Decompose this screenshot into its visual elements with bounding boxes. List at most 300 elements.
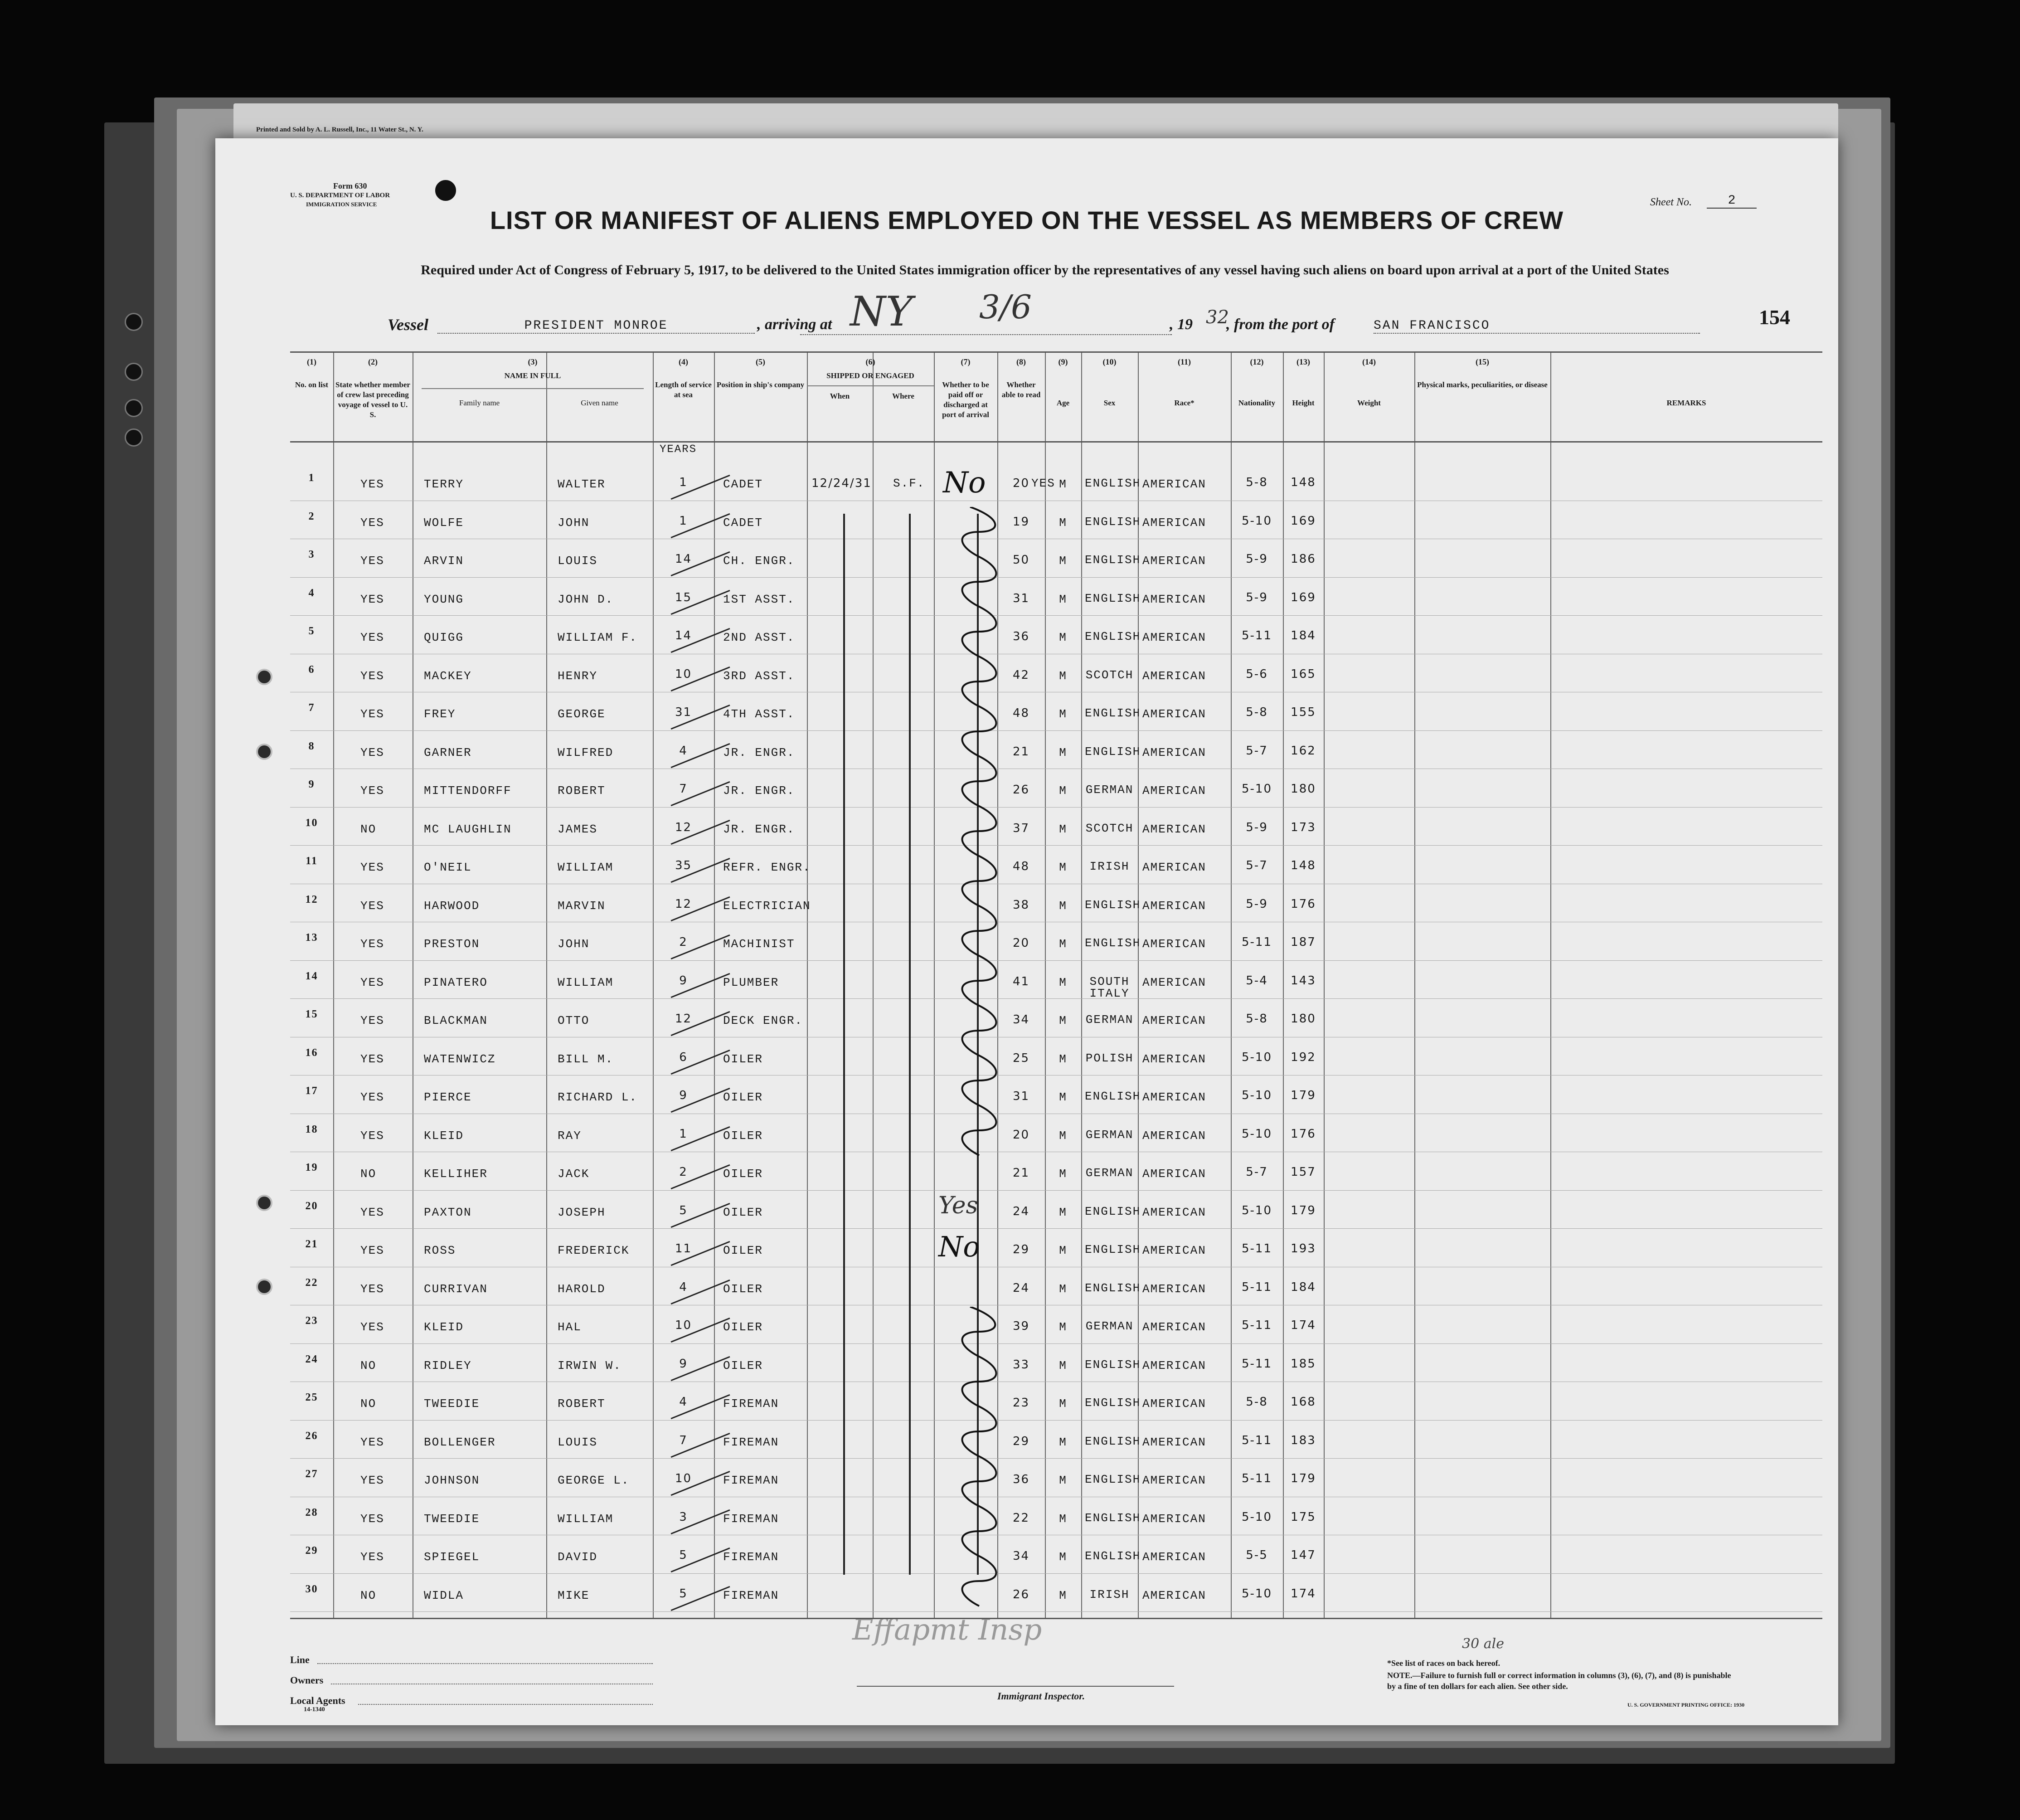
agents-underline xyxy=(358,1704,653,1705)
sex: M xyxy=(1059,1320,1067,1334)
weight: 147 xyxy=(1291,1548,1316,1562)
weight: 176 xyxy=(1291,897,1316,911)
given-name: ROBERT xyxy=(558,784,606,798)
family-name: YOUNG xyxy=(424,592,464,606)
service-years: 2 xyxy=(679,935,688,949)
service-years: 10 xyxy=(675,667,692,681)
height: 5-11 xyxy=(1241,1357,1272,1371)
sex: M xyxy=(1059,1282,1067,1296)
service-years: 10 xyxy=(675,1319,692,1332)
years-label: YEARS xyxy=(660,443,697,456)
given-name: WILLIAM xyxy=(558,1512,614,1526)
row-number: 7 xyxy=(308,702,315,714)
row-number: 21 xyxy=(305,1238,318,1250)
column-divider xyxy=(1414,353,1415,1618)
weight: 184 xyxy=(1291,1280,1316,1294)
race: ENGLISH xyxy=(1085,591,1141,605)
sex: M xyxy=(1059,1090,1067,1104)
previous-voyage: YES xyxy=(360,1435,384,1449)
sex: M xyxy=(1059,745,1067,759)
row-number: 11 xyxy=(306,855,318,867)
family-name: QUIGG xyxy=(424,631,464,644)
row-number: 19 xyxy=(305,1162,318,1173)
row-number: 4 xyxy=(308,587,315,599)
age: 29 xyxy=(1012,1434,1030,1448)
line-label: Line xyxy=(290,1654,310,1665)
row-line xyxy=(290,1190,1822,1191)
height: 5-9 xyxy=(1246,820,1268,834)
column-divider xyxy=(1550,353,1551,1618)
given-name: FREDERICK xyxy=(558,1244,630,1257)
height: 5-4 xyxy=(1246,973,1268,988)
shipped-where: S.F. xyxy=(893,477,925,490)
sex: M xyxy=(1059,554,1067,568)
height: 5-10 xyxy=(1241,1127,1272,1141)
row-line xyxy=(290,615,1822,616)
column-number: (12) xyxy=(1250,357,1264,366)
height: 5-10 xyxy=(1241,1510,1272,1524)
race: GERMAN xyxy=(1085,1128,1134,1142)
given-name: WILFRED xyxy=(558,745,614,759)
age: 21 xyxy=(1012,1166,1030,1180)
row-number: 29 xyxy=(305,1545,318,1557)
height: 5-9 xyxy=(1246,552,1268,566)
position: OILER xyxy=(723,1205,763,1219)
row-number: 8 xyxy=(308,740,315,752)
ring-hole xyxy=(256,1279,272,1295)
nationality: AMERICAN xyxy=(1142,822,1206,836)
height: 5-11 xyxy=(1241,1280,1272,1294)
family-name: JOHNSON xyxy=(424,1474,480,1487)
race: ENGLISH xyxy=(1085,1549,1141,1563)
row-number: 9 xyxy=(308,779,315,790)
race: GERMAN xyxy=(1085,783,1134,797)
height: 5-10 xyxy=(1241,1586,1272,1601)
height: 5-11 xyxy=(1241,935,1272,949)
weight: 174 xyxy=(1291,1586,1316,1601)
nationality: AMERICAN xyxy=(1142,1244,1206,1257)
weight: 179 xyxy=(1291,1203,1316,1217)
column-divider xyxy=(333,353,334,1618)
service-years: 3 xyxy=(679,1510,688,1524)
family-name: MACKEY xyxy=(424,669,472,683)
column-header: No. on list xyxy=(295,380,329,389)
family-name: KLEID xyxy=(424,1320,464,1334)
owners-label: Owners xyxy=(290,1674,324,1686)
row-number: 25 xyxy=(305,1392,318,1403)
previous-voyage: YES xyxy=(360,784,384,798)
column-header: Whether to be paid off or discharged at port of arrival xyxy=(942,380,989,419)
nationality: AMERICAN xyxy=(1142,784,1206,798)
service-years: 5 xyxy=(679,1203,688,1217)
nationality: AMERICAN xyxy=(1142,1320,1206,1334)
family-name: BOLLENGER xyxy=(424,1435,496,1449)
previous-voyage: YES xyxy=(360,1205,384,1219)
weight: 179 xyxy=(1291,1472,1316,1485)
family-name: WIDLA xyxy=(424,1588,464,1602)
position: FIREMAN xyxy=(723,1397,779,1411)
position: REFR. ENGR. xyxy=(723,861,811,874)
position: 2ND ASST. xyxy=(723,631,795,644)
column-header: Sex xyxy=(1103,399,1116,407)
nationality: AMERICAN xyxy=(1142,1167,1206,1181)
nationality: AMERICAN xyxy=(1142,745,1206,759)
punch-hole xyxy=(125,428,143,447)
position: CH. ENGR. xyxy=(723,554,795,568)
previous-voyage: YES xyxy=(360,1090,384,1104)
sex: M xyxy=(1059,1512,1067,1526)
age: 23 xyxy=(1012,1396,1030,1410)
weight: 155 xyxy=(1291,706,1316,719)
given-name: HAROLD xyxy=(558,1282,606,1296)
position: FIREMAN xyxy=(723,1550,779,1564)
year-prefix: , 19 xyxy=(1170,316,1193,333)
weight: 180 xyxy=(1291,1012,1316,1026)
age: 37 xyxy=(1012,821,1030,835)
height: 5-11 xyxy=(1241,1433,1272,1447)
previous-voyage: YES xyxy=(360,477,384,491)
sex: M xyxy=(1059,1397,1067,1411)
service-years: 4 xyxy=(679,1395,688,1409)
column-divider xyxy=(1138,353,1139,1618)
column-number: (6) xyxy=(865,357,875,366)
service-years: 4 xyxy=(679,1280,688,1294)
weight: 168 xyxy=(1291,1395,1316,1409)
service-years: 12 xyxy=(675,897,692,911)
service-years: 5 xyxy=(679,1548,688,1562)
row-line xyxy=(290,1228,1822,1229)
footnote-races: *See list of races on back hereof. xyxy=(1387,1659,1500,1668)
column-number: (15) xyxy=(1476,357,1489,366)
table-bottom xyxy=(290,1618,1822,1619)
weight: 148 xyxy=(1291,476,1316,489)
sheet-no-label: Sheet No. xyxy=(1650,196,1692,208)
age: 31 xyxy=(1012,1090,1030,1103)
row-number: 13 xyxy=(305,932,318,944)
row-number: 18 xyxy=(305,1123,318,1135)
race: ENGLISH xyxy=(1085,1281,1141,1295)
height: 5-7 xyxy=(1246,744,1268,758)
previous-voyage: YES xyxy=(360,975,384,989)
nationality: AMERICAN xyxy=(1142,899,1206,913)
nationality: AMERICAN xyxy=(1142,1474,1206,1487)
column-number: (9) xyxy=(1058,357,1068,366)
row-line xyxy=(290,1573,1822,1574)
family-name: MITTENDORFF xyxy=(424,784,512,798)
nationality: AMERICAN xyxy=(1142,1129,1206,1143)
arriving-underline xyxy=(800,334,1172,335)
previous-voyage: NO xyxy=(360,1397,377,1411)
column-number: (7) xyxy=(961,357,971,366)
age: 48 xyxy=(1012,706,1030,720)
column-divider xyxy=(714,353,715,1618)
row-number: 30 xyxy=(305,1583,318,1595)
sex: M xyxy=(1059,1014,1067,1027)
service-years: 11 xyxy=(675,1242,692,1256)
service-years: 12 xyxy=(675,1012,692,1026)
footnote-fine: NOTE.—Failure to furnish full or correct information in columns (3), (6), (7), and (8) is punishable by a fine of ten dollars for each alien. See other side. xyxy=(1387,1671,1731,1691)
ring-hole xyxy=(256,744,272,760)
family-name: TERRY xyxy=(424,477,464,491)
column-number: (5) xyxy=(756,357,765,366)
year-suffix-hand: 32 xyxy=(1206,307,1229,328)
row-line xyxy=(290,1420,1822,1421)
race: ENGLISH xyxy=(1085,706,1141,720)
race: SCOTCH xyxy=(1085,821,1134,835)
age: 50 xyxy=(1012,553,1030,567)
sex: M xyxy=(1059,1167,1067,1181)
ditto-line xyxy=(909,514,911,1575)
vessel-label: Vessel xyxy=(388,316,428,334)
row-number: 10 xyxy=(305,817,318,829)
nationality: AMERICAN xyxy=(1142,1512,1206,1526)
service-years: 15 xyxy=(675,590,692,604)
previous-voyage: YES xyxy=(360,669,384,683)
given-name: HENRY xyxy=(558,669,598,683)
race: ENGLISH xyxy=(1085,1358,1141,1372)
race: ENGLISH xyxy=(1085,630,1141,643)
wavy-ditto-mark xyxy=(952,1307,1006,1620)
column-header: Nationality xyxy=(1238,399,1276,407)
race: ENGLISH xyxy=(1085,1511,1141,1525)
subheader-given: Given name xyxy=(581,399,618,407)
punch-hole xyxy=(125,399,143,417)
paid-off-hand: No xyxy=(943,466,986,500)
previous-voyage: NO xyxy=(360,1167,377,1181)
nationality: AMERICAN xyxy=(1142,707,1206,721)
given-name: IRWIN W. xyxy=(558,1358,622,1372)
height: 5-10 xyxy=(1241,1050,1272,1064)
height: 5-7 xyxy=(1246,859,1268,872)
row-number: 17 xyxy=(305,1085,318,1097)
form-department: U. S. DEPARTMENT OF LABOR xyxy=(290,192,390,199)
column-divider xyxy=(873,353,874,1618)
family-name: PRESTON xyxy=(424,937,480,951)
sex: M xyxy=(1059,1435,1067,1449)
row-line xyxy=(290,1458,1822,1459)
ring-hole xyxy=(256,1195,272,1211)
total-note-hand: 30 ale xyxy=(1462,1636,1504,1652)
column-divider xyxy=(807,353,808,1618)
punch-hole xyxy=(435,180,456,201)
service-years: 14 xyxy=(675,552,692,566)
sex: M xyxy=(1059,669,1067,683)
height: 5-7 xyxy=(1246,1165,1268,1179)
sex: M xyxy=(1059,899,1067,913)
previous-voyage: NO xyxy=(360,1588,377,1602)
given-name: JOHN xyxy=(558,937,590,951)
row-number: 24 xyxy=(305,1353,318,1365)
age: 20 xyxy=(1012,1128,1030,1142)
form-service: IMMIGRATION SERVICE xyxy=(306,201,377,208)
row-number: 16 xyxy=(305,1046,318,1059)
given-name: GEORGE xyxy=(558,707,606,721)
column-number: (4) xyxy=(679,357,688,366)
race: SCOTCH xyxy=(1085,668,1134,682)
family-name: WATENWICZ xyxy=(424,1052,496,1066)
race: ENGLISH xyxy=(1085,515,1141,529)
row-number: 14 xyxy=(305,970,318,982)
sex: M xyxy=(1059,822,1067,836)
row-line xyxy=(290,1343,1822,1344)
position: FIREMAN xyxy=(723,1512,779,1526)
race: ENGLISH xyxy=(1085,553,1141,567)
position: FIREMAN xyxy=(723,1435,779,1449)
position: ELECTRICIAN xyxy=(723,899,811,913)
nationality: AMERICAN xyxy=(1142,1014,1206,1027)
row-number: 28 xyxy=(305,1506,318,1518)
column-header: Whether able to read xyxy=(1001,380,1041,399)
given-name: GEORGE L. xyxy=(558,1474,630,1487)
sex: M xyxy=(1059,1052,1067,1066)
age: 29 xyxy=(1012,1243,1030,1256)
age: 26 xyxy=(1012,783,1030,797)
sex: M xyxy=(1059,1550,1067,1564)
nationality: AMERICAN xyxy=(1142,477,1206,491)
weight: 179 xyxy=(1291,1089,1316,1102)
race: GERMAN xyxy=(1085,1319,1134,1333)
race: GERMAN xyxy=(1085,1166,1134,1180)
nationality: AMERICAN xyxy=(1142,1358,1206,1372)
race: IRISH xyxy=(1089,1587,1130,1601)
service-years: 5 xyxy=(679,1586,688,1601)
race: ENGLISH xyxy=(1085,1434,1141,1448)
column-header: Position in ship's company xyxy=(716,380,805,389)
service-years: 7 xyxy=(679,1433,688,1447)
age: 24 xyxy=(1012,1204,1030,1218)
from-port: SAN FRANCISCO xyxy=(1374,319,1700,334)
previous-voyage: YES xyxy=(360,1244,384,1257)
sex: M xyxy=(1059,784,1067,798)
sex: M xyxy=(1059,592,1067,606)
weight: 176 xyxy=(1291,1127,1316,1141)
previous-voyage: YES xyxy=(360,707,384,721)
race: ENGLISH xyxy=(1085,745,1141,759)
nationality: AMERICAN xyxy=(1142,975,1206,989)
position: JR. ENGR. xyxy=(723,822,795,836)
height: 5-11 xyxy=(1241,1472,1272,1485)
subheader-where: Where xyxy=(892,392,914,400)
height: 5-8 xyxy=(1246,1012,1268,1026)
height: 5-10 xyxy=(1241,782,1272,796)
nationality: AMERICAN xyxy=(1142,631,1206,644)
row-line xyxy=(290,998,1822,999)
sex: M xyxy=(1059,861,1067,874)
row-number: 22 xyxy=(305,1276,318,1289)
family-name: PINATERO xyxy=(424,975,488,989)
family-name: FREY xyxy=(424,707,456,721)
column-header: REMARKS xyxy=(1666,399,1706,407)
family-name: MC LAUGHLIN xyxy=(424,822,512,836)
position: CADET xyxy=(723,477,763,491)
given-name: ROBERT xyxy=(558,1397,606,1411)
nationality: AMERICAN xyxy=(1142,669,1206,683)
position: OILER xyxy=(723,1244,763,1257)
nationality: AMERICAN xyxy=(1142,1588,1206,1602)
age: 41 xyxy=(1012,974,1030,988)
given-name: JOHN D. xyxy=(558,592,614,606)
age: 22 xyxy=(1012,1511,1030,1525)
service-years: 1 xyxy=(679,1127,688,1141)
weight: 187 xyxy=(1291,935,1316,949)
family-name: O'NEIL xyxy=(424,861,472,874)
column-divider xyxy=(934,353,935,1618)
height: 5-10 xyxy=(1241,1089,1272,1102)
age: 26 xyxy=(1012,1587,1030,1601)
previous-voyage: YES xyxy=(360,1550,384,1564)
weight: 173 xyxy=(1291,820,1316,834)
previous-voyage: YES xyxy=(360,899,384,913)
column-divider xyxy=(1081,353,1082,1618)
age: 38 xyxy=(1012,898,1030,912)
weight: 185 xyxy=(1291,1357,1316,1371)
family-name: PIERCE xyxy=(424,1090,472,1104)
ditto-line xyxy=(843,514,845,1575)
column-header: SHIPPED OR ENGAGED xyxy=(826,371,914,380)
row-line xyxy=(290,960,1822,961)
height: 5-9 xyxy=(1246,897,1268,911)
wavy-ditto-mark xyxy=(952,507,1006,1164)
service-years: 6 xyxy=(679,1050,688,1064)
document-title: LIST OR MANIFEST OF ALIENS EMPLOYED ON THE VESSEL AS MEMBERS OF CREW xyxy=(490,206,1564,234)
weight: 143 xyxy=(1291,973,1316,988)
sex: M xyxy=(1059,937,1067,951)
form-number: Form 630 xyxy=(333,181,367,190)
weight: 157 xyxy=(1291,1165,1316,1179)
able-to-read: YES xyxy=(1031,477,1055,490)
race: ENGLISH xyxy=(1085,1204,1141,1218)
gpo-line: U. S. GOVERNMENT PRINTING OFFICE: 1930 xyxy=(1627,1702,1745,1708)
given-name: RAY xyxy=(558,1129,582,1143)
weight: 192 xyxy=(1291,1050,1316,1064)
age: 21 xyxy=(1012,745,1030,759)
given-name: HAL xyxy=(558,1320,582,1334)
service-years: 1 xyxy=(679,476,688,489)
given-name: JOSEPH xyxy=(558,1205,606,1219)
row-line xyxy=(290,1611,1822,1612)
column-header: Length of service at sea xyxy=(655,380,712,399)
previous-voyage: YES xyxy=(360,516,384,530)
row-number: 15 xyxy=(305,1008,318,1020)
age: 31 xyxy=(1012,591,1030,605)
race: ENGLISH xyxy=(1085,477,1141,490)
weight: 169 xyxy=(1291,590,1316,604)
no-annotation: No xyxy=(938,1230,980,1263)
race: ENGLISH xyxy=(1085,898,1141,912)
inspector-label: Immigrant Inspector. xyxy=(997,1690,1085,1702)
nationality: AMERICAN xyxy=(1142,1435,1206,1449)
race: SOUTH ITALY xyxy=(1089,974,1130,1000)
previous-voyage: YES xyxy=(360,1014,384,1027)
subheader-when: When xyxy=(830,392,850,400)
header-subline xyxy=(807,385,934,386)
given-name: DAVID xyxy=(558,1550,598,1564)
row-number: 1 xyxy=(308,472,315,484)
service-years: 35 xyxy=(675,859,692,872)
previous-voyage: YES xyxy=(360,1129,384,1143)
previous-voyage: YES xyxy=(360,631,384,644)
age: 39 xyxy=(1012,1319,1030,1333)
crew-table xyxy=(290,351,1822,1713)
height: 5-11 xyxy=(1241,1242,1272,1256)
punch-hole xyxy=(125,313,143,331)
previous-voyage: YES xyxy=(360,745,384,759)
family-name: KELLIHER xyxy=(424,1167,488,1181)
previous-voyage: NO xyxy=(360,1358,377,1372)
arriving-port-hand: NY xyxy=(850,288,913,336)
given-name: LOUIS xyxy=(558,1435,598,1449)
position: JR. ENGR. xyxy=(723,745,795,759)
